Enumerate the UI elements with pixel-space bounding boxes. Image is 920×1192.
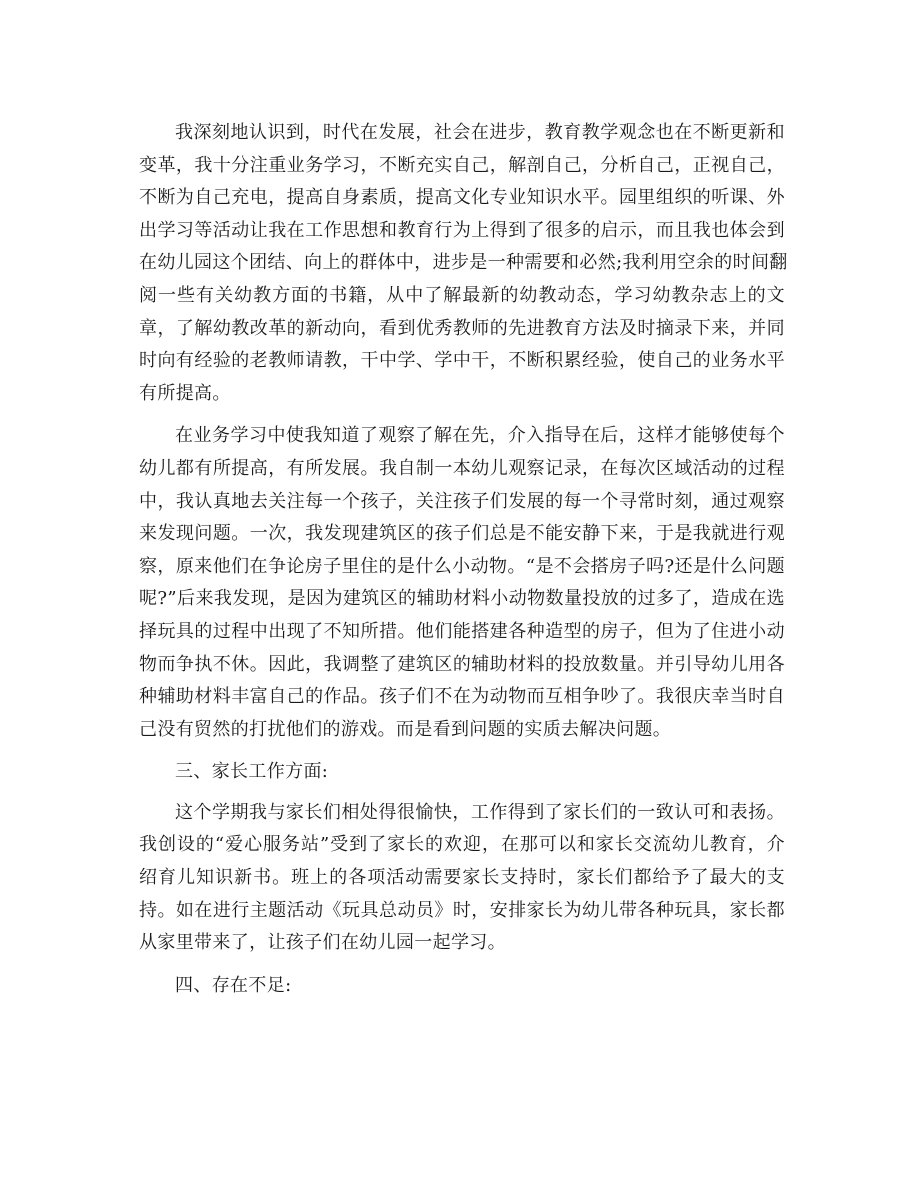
section-heading-shortcomings [139, 970, 785, 1003]
text-line: 己没有贸然的打扰他们的游戏。而是看到问题的实质去解决问题。 [139, 718, 672, 740]
text-line: 在幼儿园这个团结、向上的群体中，进步是一种需要和必然;我利用空余的时间翻 [139, 252, 788, 274]
text-line: 这个学期我与家长们相处得很愉快，工作得到了家长们的一致认可和表扬。 [175, 801, 785, 823]
text-line: 在业务学习中使我知道了观察了解在先，介入指导在后，这样才能够使每个 [175, 425, 785, 447]
text-line: 变革，我十分注重业务学习，不断充实自己，解剖自己，分析自己，正视自己， [139, 154, 785, 176]
text-line: 中，我认真地去关注每一个孩子，关注孩子们发展的每一个寻常时刻，通过观察 [139, 490, 785, 512]
text-line: 我深刻地认识到，时代在发展，社会在进步，教育教学观念也在不断更新和 [175, 122, 785, 143]
text-line: 物而争执不休。因此，我调整了建筑区的辅助材料的投放数量。并引导幼儿用各 [139, 653, 785, 675]
text-line: 从家里带来了，让孩子们在幼儿园一起学习。 [139, 932, 506, 954]
paragraph-gap [139, 789, 785, 797]
paragraph-parents [139, 797, 785, 960]
paragraph-gap [139, 960, 785, 970]
text-line: 绍育儿知识新书。班上的各项活动需要家长支持时，家长们都给予了最大的支 [139, 867, 785, 889]
text-line: 来发现问题。一次，我发现建筑区的孩子们总是不能安静下来，于是我就进行观 [139, 523, 785, 545]
paragraph-observation [139, 420, 785, 746]
text-line: 时向有经验的老教师请教，干中学、学中干，不断积累经验，使自己的业务水平 [139, 350, 785, 372]
document-page [139, 117, 788, 1002]
section-heading: 三、家长工作方面: [175, 761, 329, 783]
text-line: 察，原来他们在争论房子里住的是什么小动物。“是不会搭房子吗?还是什么问题 [139, 555, 785, 577]
text-line: 阅一些有关幼教方面的书籍，从中了解最新的幼教动态，学习幼教杂志上的文 [139, 284, 785, 306]
text-line: 呢?”后来我发现，是因为建筑区的辅助材料小动物数量投放的过多了，造成在选 [139, 588, 785, 610]
text-line: 持。如在进行主题活动《玩具总动员》时，安排家长为幼儿带各种玩具，家长都 [139, 899, 785, 921]
section-heading-parents [139, 756, 785, 789]
text-line: 我创设的“爱心服务站”受到了家长的欢迎，在那可以和家长交流幼儿教育，介 [139, 834, 785, 856]
text-line: 择玩具的过程中出现了不知所措。他们能搭建各种造型的房子，但为了住进小动 [139, 620, 785, 642]
paragraph-self-study [139, 117, 788, 410]
text-line: 幼儿都有所提高，有所发展。我自制一本幼儿观察记录，在每次区域活动的过程 [139, 457, 785, 479]
text-line: 不断为自己充电，提高自身素质，提高文化专业知识水平。园里组织的听课、外 [139, 187, 785, 209]
text-line: 有所提高。 [139, 382, 231, 404]
text-line: 出学习等活动让我在工作思想和教育行为上得到了很多的启示，而且我也体会到 [139, 219, 785, 241]
paragraph-gap [139, 410, 785, 420]
text-line: 种辅助材料丰富自己的作品。孩子们不在为动物而互相争吵了。我很庆幸当时自 [139, 686, 785, 708]
paragraph-gap [139, 746, 785, 756]
text-line: 章，了解幼教改革的新动向，看到优秀教师的先进教育方法及时摘录下来，并同 [139, 317, 785, 339]
section-heading: 四、存在不足: [175, 974, 292, 996]
